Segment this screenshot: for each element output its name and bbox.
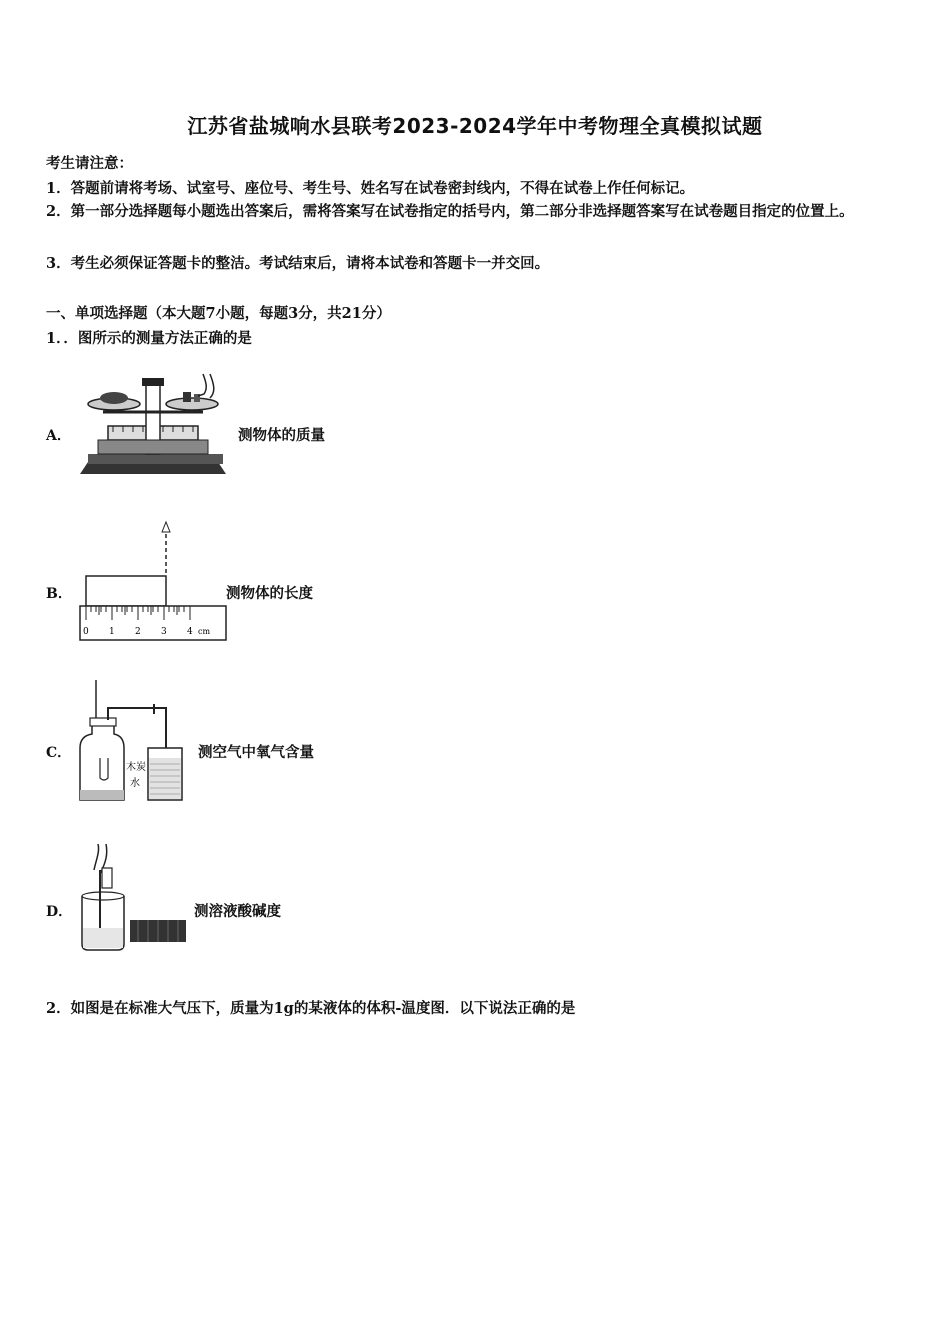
question-2-stem: 2．如图是在标准大气压下，质量为1g的某液体的体积-温度图．以下说法正确的是 [46, 1000, 576, 1017]
option-b-letter: B． [46, 586, 72, 602]
ruler-tick-2: 2 [135, 627, 141, 637]
ruler-unit: cm [198, 627, 211, 636]
ruler-tick-3: 3 [161, 627, 167, 637]
ruler-figure [78, 520, 228, 644]
notice-heading: 考生请注意： [46, 155, 133, 172]
question-1-stem: 1．．图所示的测量方法正确的是 [46, 330, 252, 347]
label-charcoal: 木炭 [126, 762, 146, 773]
option-a-letter: A． [46, 428, 71, 444]
ph-test-figure [76, 840, 192, 954]
option-c-letter: C． [46, 745, 72, 761]
notice-item-2: 2．第一部分选择题每小题选出答案后，需将答案写在试卷指定的括号内，第二部分非选择题答案写在试卷题目指定的位置上。 [46, 203, 854, 220]
option-a-text: 测物体的质量 [238, 427, 325, 444]
ruler-tick-1: 1 [109, 627, 115, 637]
section-heading: 一、单项选择题（本大题7小题，每题3分，共21分） [46, 305, 391, 322]
label-water: 水 [130, 778, 140, 789]
option-b-text: 测物体的长度 [226, 585, 313, 602]
option-d-text: 测溶液酸碱度 [194, 903, 281, 920]
ruler-tick-0: 0 [83, 627, 89, 637]
balance-scale-figure [78, 372, 228, 476]
notice-item-3: 3．考生必须保证答题卡的整洁。考试结束后，请将本试卷和答题卡一并交回。 [46, 255, 550, 272]
option-d-letter: D． [46, 904, 73, 920]
ruler-tick-4: 4 [187, 627, 193, 637]
oxygen-experiment-figure [74, 678, 204, 804]
notice-item-1: 1．答题前请将考场、试室号、座位号、考生号、姓名写在试卷密封线内，不得在试卷上作任何标记。 [46, 180, 695, 197]
page-title: 江苏省盐城响水县联考2023-2024学年中考物理全真模拟试题 [187, 114, 763, 138]
option-c-text: 测空气中氧气含量 [198, 744, 314, 761]
